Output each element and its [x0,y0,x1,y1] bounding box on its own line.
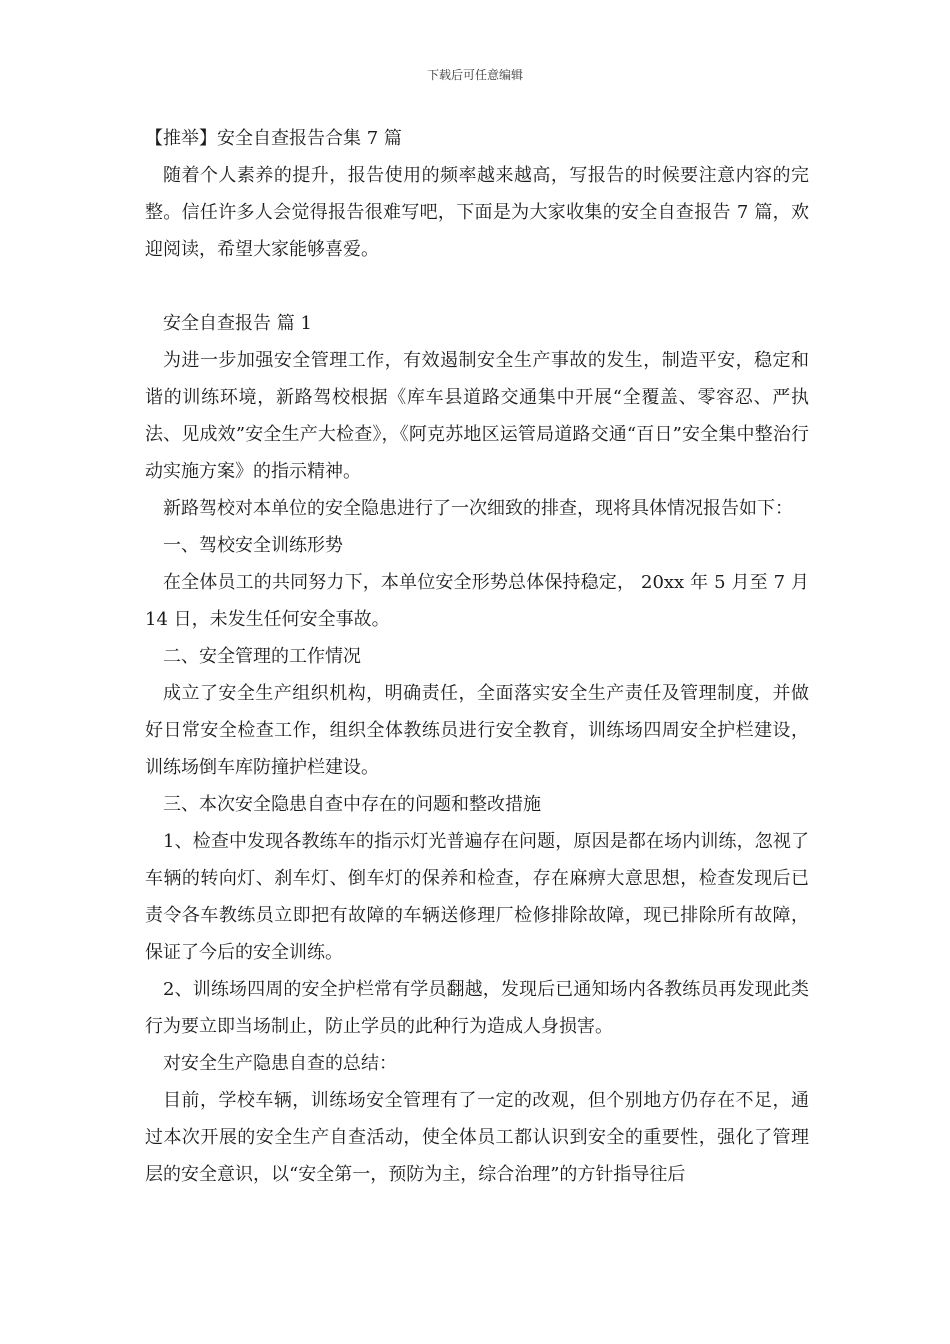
section-title: 安全自查报告 篇 1 [163,313,312,334]
paragraph-1: 为进一步加强安全管理工作，有效遏制安全生产事故的发生，制造平安，稳定和谐的训练环境，新路驾校根据《库车县道路交通集中开展“全覆盖、零容忍、严执法、见成效”安全生产大检查》，《阿克苏地区运管局道路交通“百日”安全集中整治行动实施方案》的指示精神。 [145,350,809,482]
page-header: 下载后可任意编辑 [426,68,523,82]
document-title: 【推举】安全自查报告合集 7 篇 [145,128,402,149]
paragraph-3: 在全体员工的共同努力下，本单位安全形势总体保持稳定， 20xx 年 5 月至 7 月 14 日，未发生任何安全事故。 [145,572,809,630]
heading-2: 二、安全管理的工作情况 [163,646,361,667]
heading-3: 三、本次安全隐患自查中存在的问题和整改措施 [163,794,541,815]
paragraph-5: 1、检查中发现各教练车的指示灯光普遍存在问题，原因是都在场内训练，忽视了车辆的转向灯、刹车灯、倒车灯的保养和检查，存在麻痹大意思想，检查发现后已责令各车教练员立即把有故障的车辆送修理厂检修排除故障，现已排除所有故障，保证了今后的安全训练。 [145,831,809,963]
intro-paragraph: 随着个人素养的提升，报告使用的频率越来越高，写报告的时候要注意内容的完整。信任许多人会觉得报告很难写吧，下面是为大家收集的安全自查报告 7 篇，欢迎阅读，希望大家能够喜爱。 [145,165,809,260]
spacer [145,268,809,305]
paragraph-4: 成立了安全生产组织机构，明确责任，全面落实安全生产责任及管理制度，并做好日常安全检查工作，组织全体教练员进行安全教育，训练场四周安全护栏建设，训练场倒车库防撞护栏建设。 [145,683,809,778]
paragraph-2: 新路驾校对本单位的安全隐患进行了一次细致的排查，现将具体情况报告如下： [163,498,793,519]
heading-1: 一、驾校安全训练形势 [163,535,343,556]
heading-4: 对安全生产隐患自查的总结： [163,1053,397,1074]
paragraph-6: 2、训练场四周的安全护栏常有学员翻越，发现后已通知场内各教练员再发现此类行为要立即当场制止，防止学员的此种行为造成人身损害。 [145,979,809,1037]
paragraph-7: 目前，学校车辆，训练场安全管理有了一定的改观，但个别地方仍存在不足，通过本次开展的安全生产自查活动，使全体员工都认识到安全的重要性，强化了管理层的安全意识，以“安全第一，预防为主，综合治理”的方针指导往后 [145,1090,809,1185]
document-body [145,120,809,1193]
